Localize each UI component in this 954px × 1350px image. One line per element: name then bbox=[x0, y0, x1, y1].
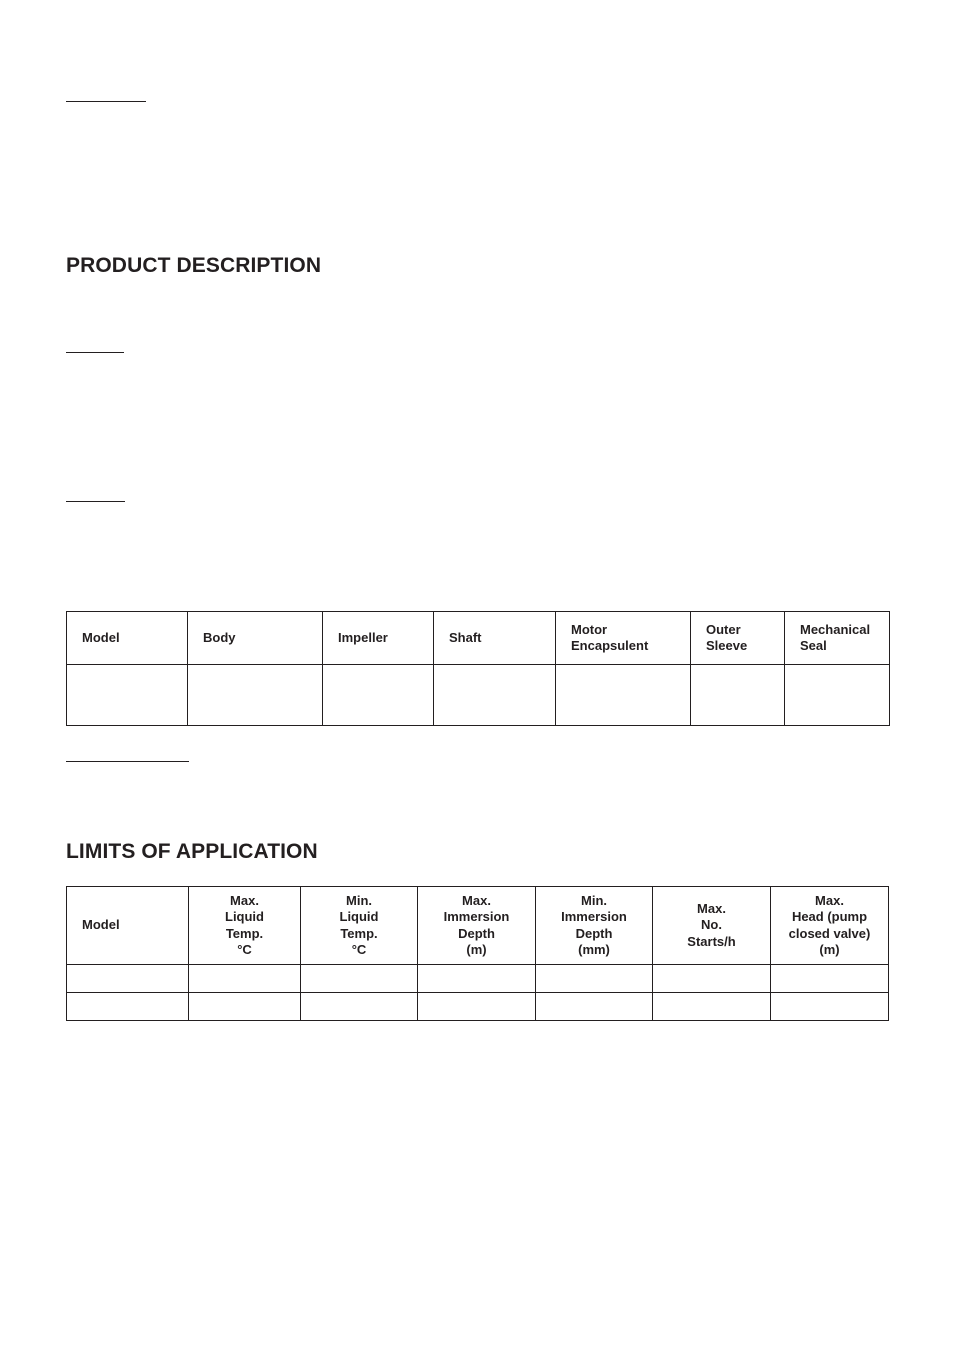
table-cell bbox=[188, 665, 323, 726]
section-underline-4 bbox=[66, 761, 189, 762]
product-description-heading: PRODUCT DESCRIPTION bbox=[66, 254, 322, 277]
table-cell bbox=[418, 993, 536, 1021]
materials-header-impeller: Impeller bbox=[323, 612, 434, 665]
table-cell bbox=[653, 965, 771, 993]
materials-header-model: Model bbox=[67, 612, 188, 665]
table-cell bbox=[323, 665, 434, 726]
table-row bbox=[67, 965, 889, 993]
table-cell bbox=[67, 965, 189, 993]
limits-header-min-liquid-temp: Min. Liquid Temp. °C bbox=[301, 887, 418, 965]
limits-header-model: Model bbox=[67, 887, 189, 965]
materials-header-outer-sleeve: Outer Sleeve bbox=[691, 612, 785, 665]
materials-table bbox=[66, 611, 890, 726]
limits-table bbox=[66, 886, 889, 1021]
table-cell bbox=[653, 993, 771, 1021]
table-cell bbox=[556, 665, 691, 726]
table-cell bbox=[771, 965, 889, 993]
materials-header-shaft: Shaft bbox=[434, 612, 556, 665]
table-row bbox=[67, 993, 889, 1021]
table-cell bbox=[785, 665, 890, 726]
table-cell bbox=[67, 665, 188, 726]
table-cell bbox=[418, 965, 536, 993]
limits-header-max-immersion-depth: Max. Immersion Depth (m) bbox=[418, 887, 536, 965]
table-cell bbox=[189, 965, 301, 993]
limits-header-max-liquid-temp: Max. Liquid Temp. °C bbox=[189, 887, 301, 965]
limits-header-min-immersion-depth: Min. Immersion Depth (mm) bbox=[536, 887, 653, 965]
section-underline-3 bbox=[66, 501, 125, 502]
limits-of-application-heading: LIMITS OF APPLICATION bbox=[66, 840, 318, 863]
table-cell bbox=[536, 965, 653, 993]
section-underline-1 bbox=[66, 101, 146, 102]
limits-header-max-head: Max. Head (pump closed valve) (m) bbox=[771, 887, 889, 965]
table-cell bbox=[301, 993, 418, 1021]
table-cell bbox=[434, 665, 556, 726]
table-cell bbox=[67, 993, 189, 1021]
table-cell bbox=[189, 993, 301, 1021]
materials-header-body: Body bbox=[188, 612, 323, 665]
table-cell bbox=[771, 993, 889, 1021]
materials-header-motor-encapsulent: Motor Encapsulent bbox=[556, 612, 691, 665]
table-cell bbox=[301, 965, 418, 993]
limits-header-max-starts: Max. No. Starts/h bbox=[653, 887, 771, 965]
materials-header-mechanical-seal: Mechanical Seal bbox=[785, 612, 890, 665]
table-cell bbox=[536, 993, 653, 1021]
table-cell bbox=[691, 665, 785, 726]
table-row bbox=[67, 665, 890, 726]
section-underline-2 bbox=[66, 352, 124, 353]
